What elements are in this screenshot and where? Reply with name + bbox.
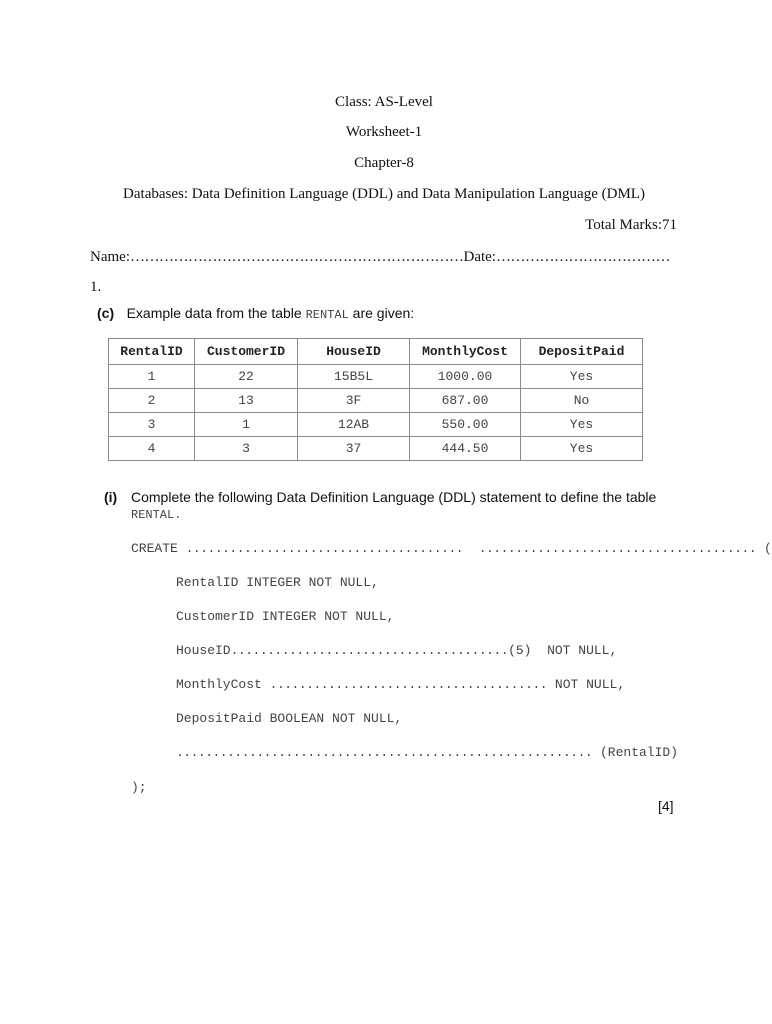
table-row (109, 437, 643, 461)
create-keyword: CREATE (131, 541, 178, 556)
table-cell: 444.50 (410, 437, 521, 461)
table-cell: 1 (195, 413, 298, 437)
part-c-prompt (97, 305, 414, 323)
code-line-houseid (176, 643, 617, 658)
table-cell: 1 (109, 365, 195, 389)
part-i-label: (i) (104, 489, 118, 505)
rental-table (108, 338, 643, 461)
answer-blank-table-name[interactable]: ...................................... (185, 541, 464, 556)
code-line-create (131, 541, 772, 556)
marks-indicator: [4] (658, 798, 674, 814)
table-cell: 550.00 (410, 413, 521, 437)
topic-title: Databases: Data Definition Language (DDL) and Data Manipulation Language (DML) (123, 186, 645, 202)
answer-blank-table-keyword[interactable]: ...................................... (478, 541, 757, 556)
table-row (109, 413, 643, 437)
table-cell: 37 (298, 437, 410, 461)
table-cell: 3 (109, 413, 195, 437)
table-cell: 2 (109, 389, 195, 413)
column-header: DepositPaid (521, 339, 643, 365)
part-c-text-after: are given: (348, 305, 415, 321)
table-cell: 3 (195, 437, 298, 461)
part-i-table-name: RENTAL. (131, 508, 182, 522)
part-c-text-before: Example data from the table (126, 305, 306, 321)
table-cell: 687.00 (410, 389, 521, 413)
column-header: HouseID (298, 339, 410, 365)
table-cell: 1000.00 (410, 365, 521, 389)
column-header: RentalID (109, 339, 195, 365)
code-line-customerid: CustomerID INTEGER NOT NULL, (176, 609, 395, 624)
primary-key-column: (RentalID) (600, 745, 679, 760)
houseid-field: HouseID (176, 643, 231, 658)
table-cell: Yes (521, 437, 643, 461)
name-label: Name: (90, 249, 130, 265)
monthlycost-field: MonthlyCost (176, 677, 262, 692)
answer-blank-primary-key[interactable]: ......................................................... (176, 745, 593, 760)
monthlycost-suffix: NOT NULL, (554, 677, 626, 692)
column-header: MonthlyCost (410, 339, 521, 365)
table-row (109, 389, 643, 413)
part-c-label: (c) (97, 305, 115, 321)
name-blank: …………………………………………………………… (129, 249, 464, 265)
column-header: CustomerID (195, 339, 298, 365)
table-cell: 13 (195, 389, 298, 413)
answer-blank-monthlycost-type[interactable]: ...................................... (269, 677, 548, 692)
question-number: 1. (90, 279, 102, 295)
table-cell: 22 (195, 365, 298, 389)
chapter-title: Chapter-8 (354, 155, 414, 171)
code-line-primary-key (176, 745, 678, 760)
total-marks: Total Marks:71 (585, 217, 677, 233)
part-c-table-name: RENTAL (305, 308, 349, 322)
code-line-monthlycost (176, 677, 625, 692)
class-line: Class: AS-Level (335, 94, 433, 110)
table-cell: 12AB (298, 413, 410, 437)
table-cell: Yes (521, 365, 643, 389)
table-cell: 3F (298, 389, 410, 413)
houseid-suffix: (5) NOT NULL, (508, 643, 618, 658)
date-label: Date: (463, 249, 496, 265)
table-cell: Yes (521, 413, 643, 437)
answer-blank-houseid-type[interactable]: ...................................... (230, 643, 509, 658)
table-cell: 15B5L (298, 365, 410, 389)
open-paren: ( (763, 541, 772, 556)
date-blank: ……………………………… (495, 249, 670, 265)
code-line-rentalid: RentalID INTEGER NOT NULL, (176, 575, 379, 590)
table-header-row (109, 339, 643, 365)
table-row (109, 365, 643, 389)
part-i-text: Complete the following Data Definition Language (DDL) statement to define the table (131, 489, 657, 505)
name-date-line (90, 249, 670, 266)
table-cell: No (521, 389, 643, 413)
worksheet-title: Worksheet-1 (345, 124, 423, 140)
code-line-depositpaid: DepositPaid BOOLEAN NOT NULL, (176, 711, 403, 726)
table-cell: 4 (109, 437, 195, 461)
code-line-close: ); (131, 780, 147, 795)
